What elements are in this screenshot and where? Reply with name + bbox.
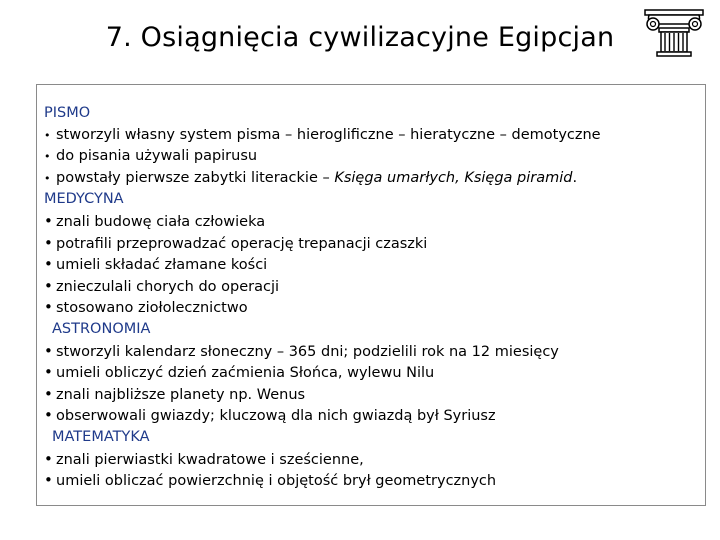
- bullet-icon: •: [44, 255, 53, 274]
- section-heading-pismo: PISMO: [44, 105, 91, 121]
- list-item: • znali pierwiastki kwadratowe i sześcienne,: [44, 449, 694, 471]
- list-item: • obserwowali gwiazdy; kluczową dla nich gwiazdą był Syriusz: [44, 405, 694, 427]
- bullet-icon: •: [44, 150, 51, 164]
- section-heading-matematyka: MATEMATYKA: [52, 428, 150, 445]
- list-item: • potrafili przeprowadzać operację trepanacji czaszki: [44, 233, 694, 255]
- bullet-icon: •: [44, 363, 53, 382]
- list-item: • do pisania używali papirusu: [44, 146, 694, 168]
- slide-title: 7. Osiągnięcia cywilizacyjne Egipcjan: [105, 22, 615, 53]
- bullet-icon: •: [44, 276, 53, 295]
- list-item: • znali najbliższe planety np. Wenus: [44, 384, 694, 406]
- list-item: • stosowano ziołolecznictwo: [44, 297, 694, 319]
- list-item: • stworzyli kalendarz słoneczny – 365 dni; podzielili rok na 12 miesięcy: [44, 341, 694, 363]
- bullet-icon: •: [44, 449, 53, 468]
- bullet-icon: •: [44, 471, 53, 490]
- book-titles: Księga umarłych, Księga piramid: [334, 169, 573, 186]
- section-heading-medycyna: MEDYCYNA: [44, 191, 124, 208]
- bullet-icon: •: [44, 233, 53, 252]
- section-heading-astronomia: ASTRONOMIA: [52, 320, 151, 337]
- content-lines: [44, 103, 694, 492]
- list-item: • znali budowę ciała człowieka: [44, 211, 694, 233]
- list-item: • stworzyli własny system pisma – hieroglificzne – hieratyczne – demotyczne: [44, 125, 694, 147]
- list-item: • umieli obliczać powierzchnię i objętość brył geometrycznych: [44, 470, 694, 492]
- bullet-icon: •: [44, 171, 51, 185]
- list-item: • znieczulali chorych do operacji: [44, 276, 694, 298]
- bullet-icon: •: [44, 384, 53, 403]
- bullet-icon: •: [44, 298, 53, 317]
- list-item: • powstały pierwsze zabytki literackie – Księga umarłych, Księga piramid.: [44, 168, 694, 190]
- bullet-icon: •: [44, 128, 51, 142]
- list-item: • umieli składać złamane kości: [44, 254, 694, 276]
- list-item: • umieli obliczyć dzień zaćmienia Słońca, wylewu Nilu: [44, 362, 694, 384]
- bullet-icon: •: [44, 211, 53, 230]
- bullet-icon: •: [44, 341, 53, 360]
- bullet-icon: •: [44, 406, 53, 425]
- ionic-column-icon: [643, 8, 705, 58]
- content-box: [36, 84, 706, 506]
